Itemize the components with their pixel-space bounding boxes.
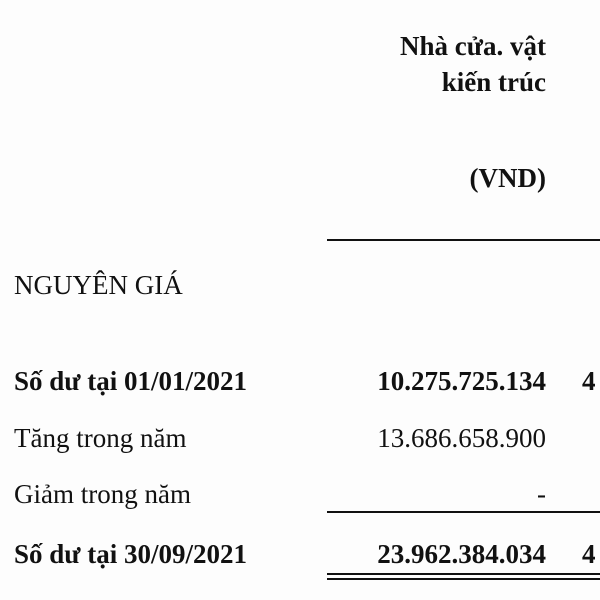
subtotal-rule: [327, 511, 600, 513]
row-label-closing-balance: Số dư tại 30/09/2021: [14, 539, 247, 569]
row-value-increase: 13.686.658.900: [377, 423, 546, 453]
total-double-rule-top: [327, 573, 600, 575]
column-title-line-1: Nhà cửa. vật: [400, 31, 546, 61]
header-rule: [327, 239, 600, 241]
column-title-line-2: kiến trúc: [441, 67, 546, 97]
row-label-increase: Tăng trong năm: [14, 423, 187, 453]
section-title: NGUYÊN GIÁ: [14, 270, 183, 300]
row-value-closing-balance: 23.962.384.034: [377, 539, 546, 569]
next-column-fragment-opening: 4: [582, 366, 596, 396]
row-label-decrease: Giảm trong năm: [14, 479, 191, 509]
next-column-fragment-closing: 4: [582, 539, 596, 569]
row-label-opening-balance: Số dư tại 01/01/2021: [14, 366, 247, 396]
row-value-decrease: -: [537, 479, 546, 509]
row-value-opening-balance: 10.275.725.134: [377, 366, 546, 396]
currency-unit: (VND): [469, 163, 546, 193]
total-double-rule-bottom: [327, 578, 600, 580]
